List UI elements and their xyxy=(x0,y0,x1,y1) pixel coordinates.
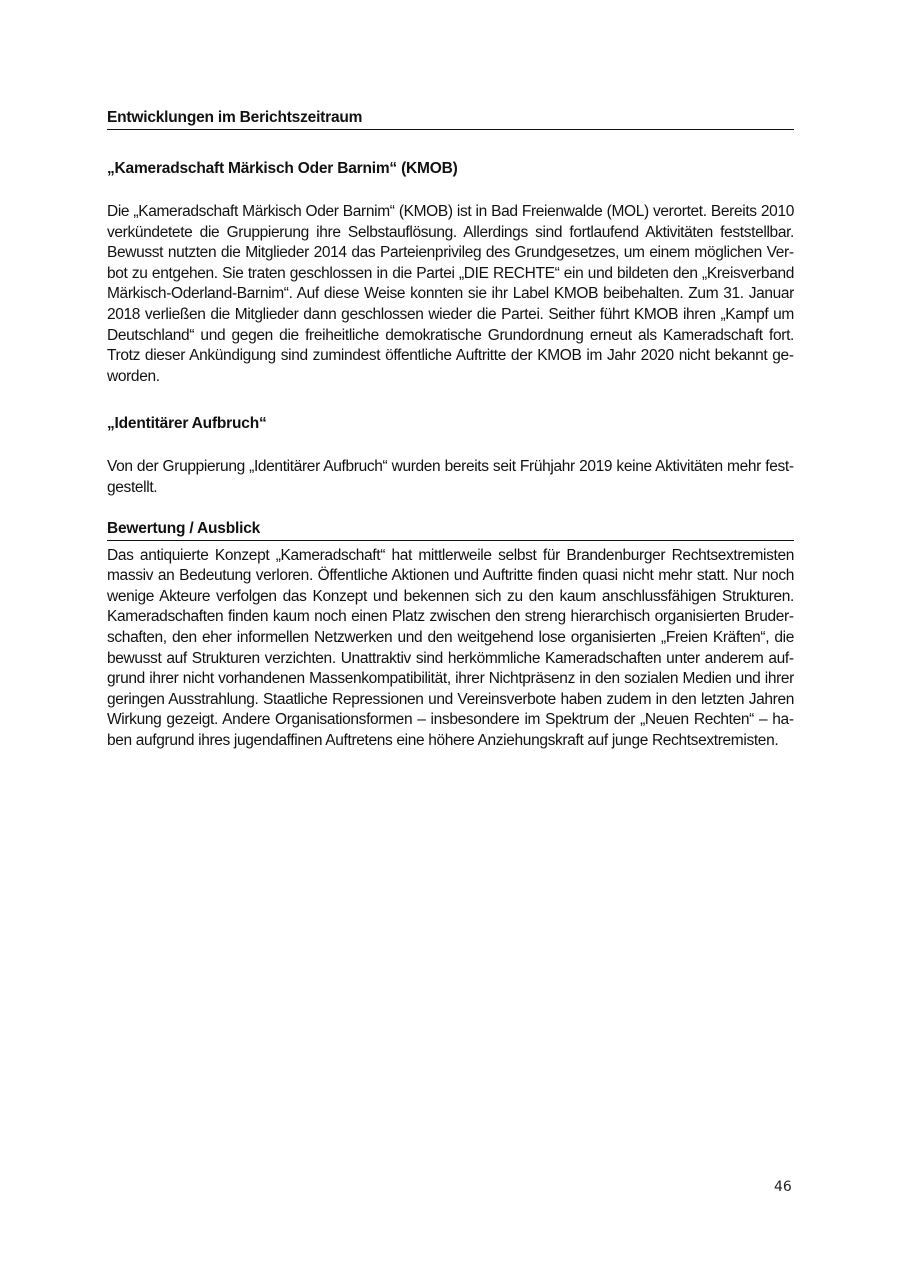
subheading-kmob: „Kameradschaft Märkisch Oder Barnim“ (KMOB) xyxy=(107,160,458,177)
paragraph-identitaerer-aufbruch: Von der Gruppierung „Identitärer Aufbruch“ wurden bereits seit Frühjahr 2019 keine Aktivitäten mehr festgestellt. xyxy=(107,458,794,496)
page-content xyxy=(107,108,794,751)
paragraph-kmob: Die „Kameradschaft Märkisch Oder Barnim“ (KMOB) ist in Bad Freienwalde (MOL) verortet. Bereits 2010 verkündetete die Gruppierung ihre Selbstauflösung. Allerdings sind fortlaufend Aktivitäten feststellbar. Bewusst nutzten die Mitglieder 2014 das Parteienprivileg des Grundgesetzes, um einem möglichen Verbot zu entgehen. Sie traten geschlossen in die Partei „DIE RECHTE“ ein und bildeten den „Kreisverband Märkisch-Oderland-Barnim“. Auf diese Weise konnten sie ihr Label KMOB beibehalten. Zum 31. Januar 2018 verließen die Mitglieder dann geschlossen wieder die Partei. Seither führt KMOB ihren „Kampf um Deutschland“ und gegen die freiheitliche demokratische Grundordnung erneut als Kameradschaft fort. Trotz dieser Ankündigung sind zumindest öffentliche Auftritte der KMOB im Jahr 2020 nicht bekannt geworden. xyxy=(107,203,794,385)
paragraph-bewertung: Das antiquierte Konzept „Kameradschaft“ hat mittlerweile selbst für Brandenburger Rechtsextremisten massiv an Bedeutung verloren. Öffentliche Aktionen und Auftritte finden quasi nicht mehr statt. Nur noch wenige Akteure verfolgen das Konzept und bekennen sich zu den kaum anschlussfähigen Strukturen. Kameradschaften finden kaum noch einen Platz zwischen den streng hierarchisch organisierten Bruderschaften, den eher informellen Netzwerken und den weitgehend lose organisierten „Freien Kräften“, die bewusst auf Strukturen verzichten. Unattraktiv sind herkömmliche Kameradschaften unter anderem aufgrund ihrer nicht vorhandenen Massenkompatibilität, ihrer Nichtpräsenz in den sozialen Medien und ihrer geringen Ausstrahlung. Staatliche Repressionen und Vereinsverbote haben zudem in den letzten Jahren Wirkung gezeigt. Andere Organisationsformen – insbesondere im Spektrum der „Neuen Rechten“ – haben aufgrund ihres jugendaffinen Auftretens eine höhere Anziehungskraft auf junge Rechtsextremisten. xyxy=(107,546,794,749)
subheading-identitaerer-aufbruch: „Identitärer Aufbruch“ xyxy=(107,415,267,433)
page-number: 46 xyxy=(774,1179,792,1195)
section-heading-entwicklungen: Entwicklungen im Berichtszeitraum xyxy=(107,108,794,130)
section-heading-bewertung: Bewertung / Ausblick xyxy=(107,519,794,541)
